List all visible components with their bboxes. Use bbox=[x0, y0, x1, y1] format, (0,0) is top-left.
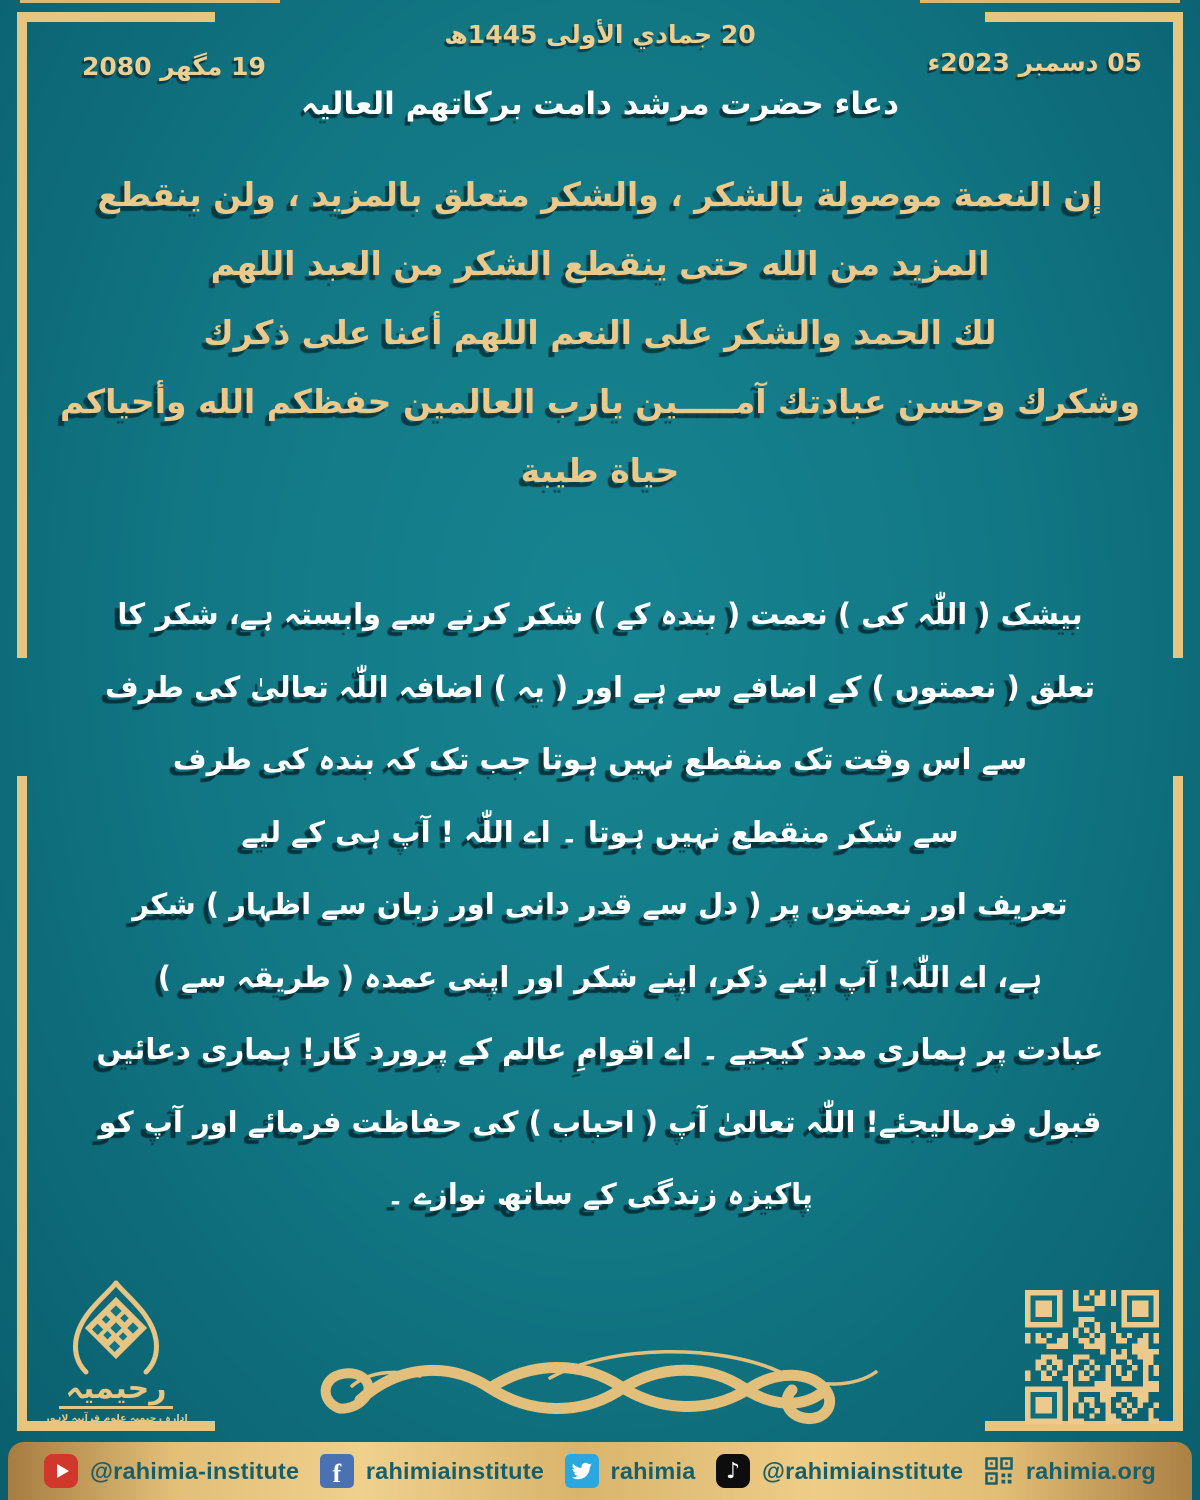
prayer-line: وشكرك وحسن عبادتك آمـــــين يارب العالمين حفظكم الله وأحياكم bbox=[60, 382, 1140, 421]
translation-line: تعریف اور نعمتوں پر ( دل سے قدر دانی اور زبان سے اظہار ) شکر bbox=[132, 887, 1068, 921]
ornament-flourish-icon bbox=[300, 1338, 900, 1442]
translation-line: ہے، اے اللّٰہ! آپ اپنے ذکر، اپنے شکر اور اپنی عمدہ ( طریقہ سے ) bbox=[157, 959, 1043, 994]
date-hijri: 20 جمادي الأولى 1445ھ bbox=[444, 20, 756, 49]
frame-top-edge-left bbox=[20, 0, 280, 3]
rahimia-logo bbox=[46, 1280, 186, 1430]
frame-left-lower bbox=[17, 776, 27, 1431]
prayer-line: لك الحمد والشكر على النعم اللهم أعنا على ذكرك bbox=[203, 313, 997, 352]
date-gregorian: 05 دسمبر 2023ء bbox=[927, 48, 1142, 77]
qr-website-icon bbox=[984, 1456, 1014, 1486]
translation-line: سے اس وقت تک منقطع نہیں ہوتا جب تک کہ بندہ کی طرف bbox=[172, 742, 1028, 776]
prayer-line: المزيد من الله حتى ينقطع الشكر من العبد اللهم bbox=[210, 244, 990, 283]
translation-line: پاکیزہ زندگی کے ساتھ نوازے ۔ bbox=[387, 1177, 813, 1211]
social-handle: rahimia.org bbox=[1025, 1457, 1156, 1484]
prayer-line: حياة طيبة bbox=[520, 451, 680, 490]
social-item-website[interactable] bbox=[984, 1456, 1156, 1486]
social-handle: @rahimia-institute bbox=[90, 1457, 300, 1484]
tiktok-icon: ♪ bbox=[716, 1454, 750, 1488]
frame-right-lower bbox=[1173, 776, 1183, 1431]
social-handle: @rahimiainstitute bbox=[762, 1457, 964, 1484]
translation-line: سے شکر منقطع نہیں ہوتا ۔ اے اللّٰہ ! آپ ہی کے لیے bbox=[241, 814, 959, 849]
translation-line: عبادت پر ہماری مدد کیجیے ۔ اے اقوامِ عالم کے پرورد گار! ہماری دعائیں bbox=[96, 1032, 1104, 1066]
facebook-icon: f bbox=[320, 1454, 354, 1488]
logo-wordmark: رحیمیہ bbox=[59, 1374, 172, 1409]
logo-subtitle: ادارہ رحیمیہ علوم قرآنیہ لاہور bbox=[44, 1413, 188, 1424]
footer-bar bbox=[8, 1442, 1192, 1500]
page-title: دعاء حضرت مرشد دامت برکاتھم العالیہ bbox=[300, 86, 900, 122]
logo-arch-icon bbox=[60, 1280, 172, 1380]
qr-code bbox=[1025, 1290, 1159, 1424]
translation-line: تعلق ( نعمتوں ) کے اضافے سے ہے اور ( یہ ) اضافہ اللّٰہ تعالیٰ کی طرف bbox=[104, 669, 1096, 704]
social-item-tiktok[interactable] bbox=[716, 1454, 963, 1488]
social-handle: rahimia bbox=[610, 1457, 696, 1484]
prayer-line: إن النعمة موصولة بالشكر ، والشكر متعلق بالمزيد ، ولن ينقطع bbox=[97, 175, 1103, 214]
youtube-icon bbox=[44, 1454, 78, 1488]
urdu-translation bbox=[30, 578, 1170, 1231]
social-item-twitter[interactable] bbox=[565, 1454, 696, 1488]
translation-line: قبول فرمالیجئے! اللّٰہ تعالیٰ آپ ( احباب ) کی حفاظت فرمائے اور آپ کو bbox=[98, 1104, 1102, 1139]
twitter-icon bbox=[565, 1454, 599, 1488]
arabic-prayer bbox=[40, 160, 1160, 505]
social-item-youtube[interactable] bbox=[44, 1454, 299, 1488]
social-handle: rahimiainstitute bbox=[365, 1457, 545, 1484]
date-bikrami: 19 مگھر 2080 bbox=[82, 52, 266, 81]
translation-line: بیشک ( اللّٰہ کی ) نعمت ( بندہ کے ) شکر کرنے سے وابستہ ہے، شکر کا bbox=[117, 597, 1083, 631]
frame-top-edge-right bbox=[920, 0, 1180, 3]
social-item-facebook[interactable] bbox=[320, 1454, 544, 1488]
